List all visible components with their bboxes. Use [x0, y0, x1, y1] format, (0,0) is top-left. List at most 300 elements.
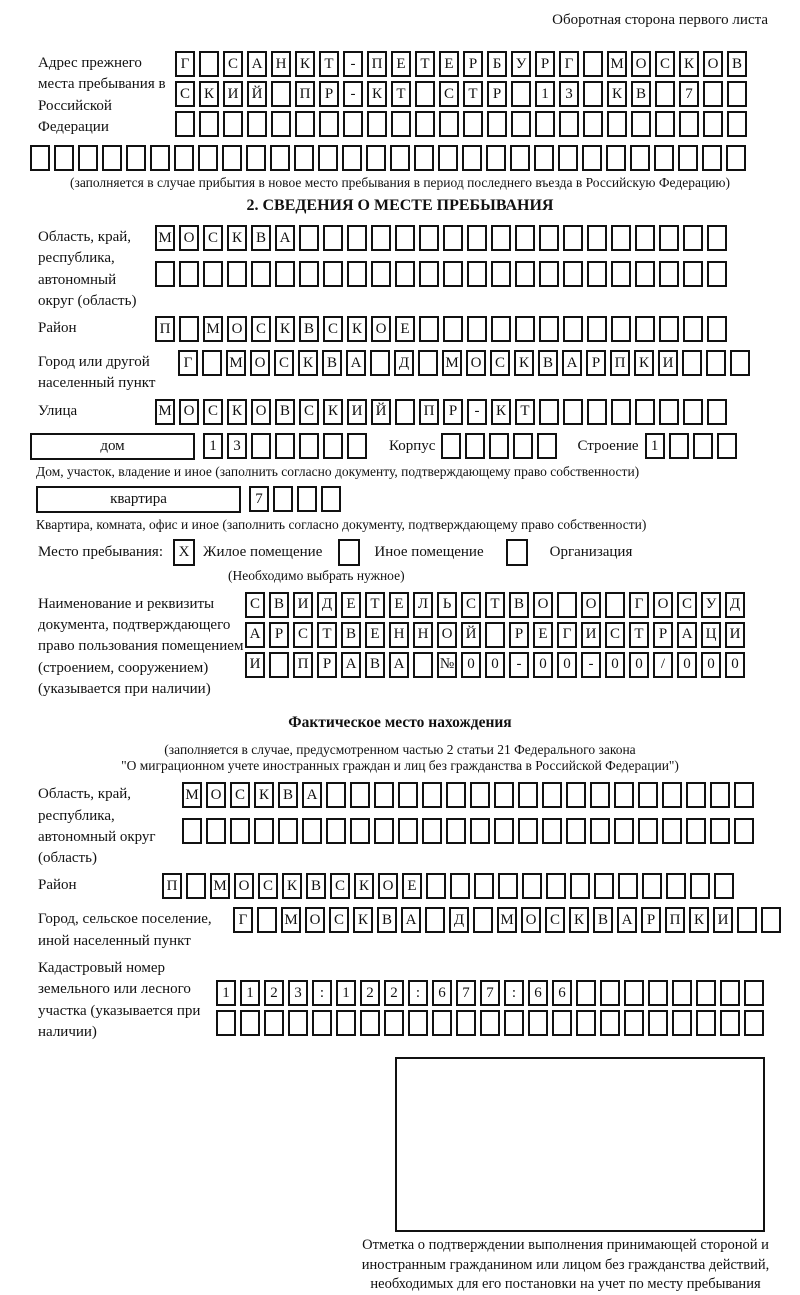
char-cell: К: [569, 907, 589, 933]
actual-location-note-1: (заполняется в случае, предусмотренном частью 2 статьи 21 Федерального закона: [164, 742, 636, 758]
char-cell: М: [607, 51, 627, 77]
char-cell: 6: [528, 980, 548, 1006]
char-cell: Н: [389, 622, 409, 648]
char-cell: [618, 873, 638, 899]
char-cell: [534, 145, 554, 171]
char-cell: [275, 433, 295, 459]
char-cell: [730, 350, 750, 376]
char-cell: [480, 1010, 500, 1036]
char-cell: [230, 818, 250, 844]
char-cell: [323, 261, 343, 287]
char-cell: Е: [341, 592, 361, 618]
char-cell: [425, 907, 445, 933]
char-cell: 7: [480, 980, 500, 1006]
char-cell: [367, 111, 387, 137]
char-cell: [648, 1010, 668, 1036]
char-cell: 0: [629, 652, 649, 678]
char-cell: Т: [415, 51, 435, 77]
char-cell: 2: [264, 980, 284, 1006]
char-cell: [465, 433, 485, 459]
char-cell: [179, 261, 199, 287]
char-cell: [563, 399, 583, 425]
char-cell: С: [245, 592, 265, 618]
char-cell: [611, 261, 631, 287]
char-cell: [638, 818, 658, 844]
char-cell: [371, 225, 391, 251]
char-cell: Н: [413, 622, 433, 648]
char-cell: [683, 261, 703, 287]
actual-region-label: Область, край, республика, автономный округ (область): [38, 786, 156, 867]
region-label: Область, край, республика, автономный округ (область): [38, 229, 137, 309]
char-cell: [648, 980, 668, 1006]
char-cell: [102, 145, 122, 171]
char-cell: [590, 782, 610, 808]
char-cell: С: [677, 592, 697, 618]
char-cell: [419, 261, 439, 287]
char-cell: [587, 261, 607, 287]
char-cell: [251, 433, 271, 459]
char-cell: П: [293, 652, 313, 678]
stay-type-note: (Необходимо выбрать нужное): [228, 567, 405, 583]
apartment-number-cells: [249, 486, 345, 512]
char-cell: [690, 873, 710, 899]
char-cell: У: [511, 51, 531, 77]
char-cell: 0: [701, 652, 721, 678]
char-cell: К: [679, 51, 699, 77]
char-cell: [323, 225, 343, 251]
char-cell: [299, 261, 319, 287]
char-cell: [199, 111, 219, 137]
char-cell: О: [703, 51, 723, 77]
stamp-caption: Отметка о подтверждении выполнения принимающей стороной и иностранным гражданином или лицом без гражданства действий, необходимых для его постановки на учет по месту пребывания: [361, 1237, 770, 1293]
page-side-note: Оборотная сторона первого листа: [552, 12, 768, 28]
char-cell: [371, 261, 391, 287]
char-cell: Н: [271, 51, 291, 77]
char-cell: К: [295, 51, 315, 77]
char-cell: [347, 261, 367, 287]
char-cell: [222, 145, 242, 171]
actual-region-field: [0, 782, 800, 869]
char-cell: А: [247, 51, 267, 77]
char-cell: [678, 145, 698, 171]
char-cell: П: [367, 51, 387, 77]
char-cell: И: [223, 81, 243, 107]
stroenie-cells: [645, 433, 741, 459]
char-cell: [498, 873, 518, 899]
char-cell: О: [206, 782, 226, 808]
char-cell: Р: [269, 622, 289, 648]
char-cell: А: [401, 907, 421, 933]
char-cell: [384, 1010, 404, 1036]
char-cell: [182, 818, 202, 844]
char-cell: [470, 782, 490, 808]
char-cell: [710, 818, 730, 844]
char-cell: К: [367, 81, 387, 107]
char-cell: Р: [443, 399, 463, 425]
char-cell: [539, 399, 559, 425]
actual-location-title: Фактическое место нахождения: [288, 714, 512, 732]
char-cell: 3: [559, 81, 579, 107]
char-cell: [302, 818, 322, 844]
char-cell: [630, 145, 650, 171]
char-cell: 1: [240, 980, 260, 1006]
char-cell: [319, 111, 339, 137]
char-cell: С: [203, 399, 223, 425]
char-cell: [275, 261, 295, 287]
char-cell: [605, 592, 625, 618]
char-cell: А: [389, 652, 409, 678]
char-cell: К: [354, 873, 374, 899]
apartment-row: [0, 486, 800, 513]
char-cell: [273, 486, 293, 512]
house-row: [0, 433, 800, 460]
char-cell: /: [653, 652, 673, 678]
char-cell: [78, 145, 98, 171]
usage-document-label: Наименование и реквизиты документа, подтверждающего право пользования помещением (строением, сооружением) (указывается при наличии): [38, 595, 244, 697]
char-cell: И: [293, 592, 313, 618]
usage-document-grid: [245, 592, 749, 682]
char-cell: И: [658, 350, 678, 376]
char-cell: [682, 350, 702, 376]
char-cell: [390, 145, 410, 171]
char-cell: 3: [288, 980, 308, 1006]
char-cell: 6: [552, 980, 572, 1006]
char-cell: Р: [317, 652, 337, 678]
char-cell: А: [341, 652, 361, 678]
char-cell: Е: [533, 622, 553, 648]
char-cell: Г: [557, 622, 577, 648]
char-cell: [206, 818, 226, 844]
char-cell: С: [461, 592, 481, 618]
char-cell: П: [610, 350, 630, 376]
char-cell: [247, 111, 267, 137]
option-other-premises-label: Иное помещение: [374, 543, 484, 560]
char-cell: [443, 225, 463, 251]
char-cell: С: [490, 350, 510, 376]
char-cell: [254, 818, 274, 844]
char-cell: :: [408, 980, 428, 1006]
char-cell: [570, 873, 590, 899]
char-cell: [559, 111, 579, 137]
char-cell: [734, 818, 754, 844]
char-cell: [614, 818, 634, 844]
char-cell: -: [343, 81, 363, 107]
char-cell: К: [491, 399, 511, 425]
char-grid-row: [245, 652, 749, 678]
char-cell: [761, 907, 781, 933]
char-cell: Р: [487, 81, 507, 107]
char-cell: С: [251, 316, 271, 342]
char-cell: [696, 1010, 716, 1036]
char-cell: [583, 111, 603, 137]
char-cell: [155, 261, 175, 287]
char-cell: 7: [679, 81, 699, 107]
cadastral-label: Кадастровый номер земельного или лесного участка (указывается при наличии): [38, 960, 201, 1040]
char-cell: П: [155, 316, 175, 342]
char-cell: А: [346, 350, 366, 376]
char-cell: [295, 111, 315, 137]
char-cell: [513, 433, 533, 459]
char-cell: [443, 316, 463, 342]
actual-location-note-2: "О миграционном учете иностранных граждан и лиц без гражданства в Российской Федерации"): [121, 758, 679, 774]
char-cell: [470, 818, 490, 844]
char-cell: В: [341, 622, 361, 648]
option-residential-label: Жилое помещение: [203, 543, 323, 560]
char-cell: 0: [557, 652, 577, 678]
char-cell: [491, 225, 511, 251]
char-cell: Р: [463, 51, 483, 77]
region-field: [0, 225, 800, 312]
char-cell: [413, 652, 433, 678]
char-cell: [720, 980, 740, 1006]
char-cell: [515, 225, 535, 251]
char-cell: Г: [629, 592, 649, 618]
char-cell: -: [509, 652, 529, 678]
char-grid-row: [175, 111, 751, 137]
char-cell: М: [155, 225, 175, 251]
char-cell: [312, 1010, 332, 1036]
char-cell: [494, 782, 514, 808]
char-cell: Л: [413, 592, 433, 618]
char-cell: [659, 316, 679, 342]
char-cell: [350, 818, 370, 844]
char-cell: [635, 399, 655, 425]
char-cell: [542, 818, 562, 844]
stay-type-label: Место пребывания:: [38, 543, 163, 560]
char-cell: С: [329, 907, 349, 933]
char-cell: [202, 350, 222, 376]
char-cell: [734, 782, 754, 808]
char-cell: О: [227, 316, 247, 342]
option-organization-label: Организация: [549, 543, 633, 560]
char-cell: [366, 145, 386, 171]
char-cell: [683, 316, 703, 342]
char-grid-row: [155, 225, 731, 251]
char-cell: Р: [653, 622, 673, 648]
char-cell: В: [322, 350, 342, 376]
char-cell: [422, 818, 442, 844]
char-cell: С: [274, 350, 294, 376]
char-cell: 2: [360, 980, 380, 1006]
char-cell: [432, 1010, 452, 1036]
char-cell: Б: [487, 51, 507, 77]
char-cell: [683, 399, 703, 425]
char-cell: Г: [233, 907, 253, 933]
char-grid-row: [175, 51, 751, 77]
char-cell: [563, 225, 583, 251]
char-cell: [587, 399, 607, 425]
char-cell: [336, 1010, 356, 1036]
stamp-area: [0, 1057, 800, 1232]
char-grid-row: [162, 873, 738, 899]
char-cell: П: [665, 907, 685, 933]
char-cell: Р: [586, 350, 606, 376]
char-cell: [462, 145, 482, 171]
char-cell: [528, 1010, 548, 1036]
char-cell: Р: [641, 907, 661, 933]
char-cell: [563, 261, 583, 287]
char-cell: [257, 907, 277, 933]
char-cell: М: [226, 350, 246, 376]
char-cell: [398, 818, 418, 844]
char-cell: [659, 399, 679, 425]
char-cell: А: [275, 225, 295, 251]
char-cell: А: [617, 907, 637, 933]
char-cell: [450, 873, 470, 899]
char-cell: Т: [365, 592, 385, 618]
char-cell: К: [323, 399, 343, 425]
char-cell: 1: [535, 81, 555, 107]
char-cell: А: [302, 782, 322, 808]
char-cell: В: [251, 225, 271, 251]
char-cell: [606, 145, 626, 171]
char-cell: [278, 818, 298, 844]
char-cell: С: [439, 81, 459, 107]
char-cell: [203, 261, 223, 287]
char-cell: [727, 111, 747, 137]
char-cell: Т: [463, 81, 483, 107]
char-cell: [419, 316, 439, 342]
char-cell: О: [533, 592, 553, 618]
char-cell: О: [179, 225, 199, 251]
char-cell: [269, 652, 289, 678]
char-cell: [216, 1010, 236, 1036]
char-cell: [198, 145, 218, 171]
char-grid-row: [0, 145, 800, 171]
char-cell: С: [323, 316, 343, 342]
char-cell: И: [347, 399, 367, 425]
char-cell: [726, 145, 746, 171]
korpus-cells: [441, 433, 561, 459]
char-cell: [264, 1010, 284, 1036]
char-cell: К: [275, 316, 295, 342]
char-cell: К: [282, 873, 302, 899]
char-cell: [707, 399, 727, 425]
char-cell: [720, 1010, 740, 1036]
char-cell: [662, 818, 682, 844]
char-cell: Т: [485, 592, 505, 618]
char-cell: С: [545, 907, 565, 933]
char-cell: [582, 145, 602, 171]
char-cell: 0: [605, 652, 625, 678]
char-cell: Й: [247, 81, 267, 107]
char-cell: 7: [249, 486, 269, 512]
char-cell: -: [343, 51, 363, 77]
city-field: [0, 350, 800, 395]
char-cell: [703, 81, 723, 107]
char-cell: [666, 873, 686, 899]
char-cell: [717, 433, 737, 459]
char-cell: Т: [629, 622, 649, 648]
char-cell: Т: [391, 81, 411, 107]
char-cell: [607, 111, 627, 137]
char-cell: И: [713, 907, 733, 933]
previous-address-block: [0, 51, 800, 141]
previous-address-label: Адрес прежнего места пребывания в Российской Федерации: [38, 55, 166, 135]
char-cell: [323, 433, 343, 459]
char-cell: [539, 225, 559, 251]
char-cell: О: [251, 399, 271, 425]
char-cell: И: [581, 622, 601, 648]
char-cell: [654, 145, 674, 171]
char-cell: [415, 111, 435, 137]
char-cell: [321, 486, 341, 512]
char-cell: В: [275, 399, 295, 425]
char-cell: [631, 111, 651, 137]
char-cell: [583, 81, 603, 107]
char-cell: М: [210, 873, 230, 899]
char-cell: М: [442, 350, 462, 376]
char-cell: [446, 782, 466, 808]
char-cell: О: [179, 399, 199, 425]
checkbox-organization: [506, 539, 528, 566]
char-cell: М: [203, 316, 223, 342]
char-cell: [539, 316, 559, 342]
char-cell: [186, 873, 206, 899]
char-cell: М: [497, 907, 517, 933]
char-cell: [299, 225, 319, 251]
char-cell: [126, 145, 146, 171]
apartment-note: Квартира, комната, офис и иное (заполнить согласно документу, подтверждающему право собственности): [36, 516, 647, 532]
char-cell: В: [727, 51, 747, 77]
char-cell: 0: [533, 652, 553, 678]
char-cell: О: [371, 316, 391, 342]
char-cell: [511, 81, 531, 107]
char-cell: [391, 111, 411, 137]
char-cell: [583, 51, 603, 77]
char-cell: [638, 782, 658, 808]
char-cell: К: [353, 907, 373, 933]
char-cell: [611, 225, 631, 251]
char-cell: [515, 316, 535, 342]
char-cell: [489, 433, 509, 459]
char-cell: [576, 1010, 596, 1036]
district-label: Район: [38, 320, 77, 337]
char-cell: С: [655, 51, 675, 77]
char-cell: [515, 261, 535, 287]
char-cell: [635, 261, 655, 287]
char-cell: [614, 782, 634, 808]
char-cell: 0: [461, 652, 481, 678]
char-cell: [707, 261, 727, 287]
char-cell: [422, 782, 442, 808]
char-cell: [703, 111, 723, 137]
char-cell: [240, 1010, 260, 1036]
char-cell: Д: [725, 592, 745, 618]
char-cell: [566, 818, 586, 844]
char-cell: [659, 261, 679, 287]
char-grid-row: [233, 907, 785, 933]
char-cell: М: [281, 907, 301, 933]
char-cell: [535, 111, 555, 137]
char-cell: [600, 980, 620, 1006]
char-cell: С: [299, 399, 319, 425]
char-cell: В: [631, 81, 651, 107]
char-cell: О: [378, 873, 398, 899]
char-cell: [576, 980, 596, 1006]
char-cell: [438, 145, 458, 171]
char-cell: [659, 225, 679, 251]
char-cell: 3: [227, 433, 247, 459]
char-cell: [408, 1010, 428, 1036]
char-cell: О: [305, 907, 325, 933]
char-cell: Г: [559, 51, 579, 77]
char-cell: [522, 873, 542, 899]
char-grid-row: [182, 782, 758, 808]
section2-title: 2. СВЕДЕНИЯ О МЕСТЕ ПРЕБЫВАНИЯ: [246, 197, 554, 214]
stay-type-row: [0, 539, 800, 566]
char-cell: В: [269, 592, 289, 618]
